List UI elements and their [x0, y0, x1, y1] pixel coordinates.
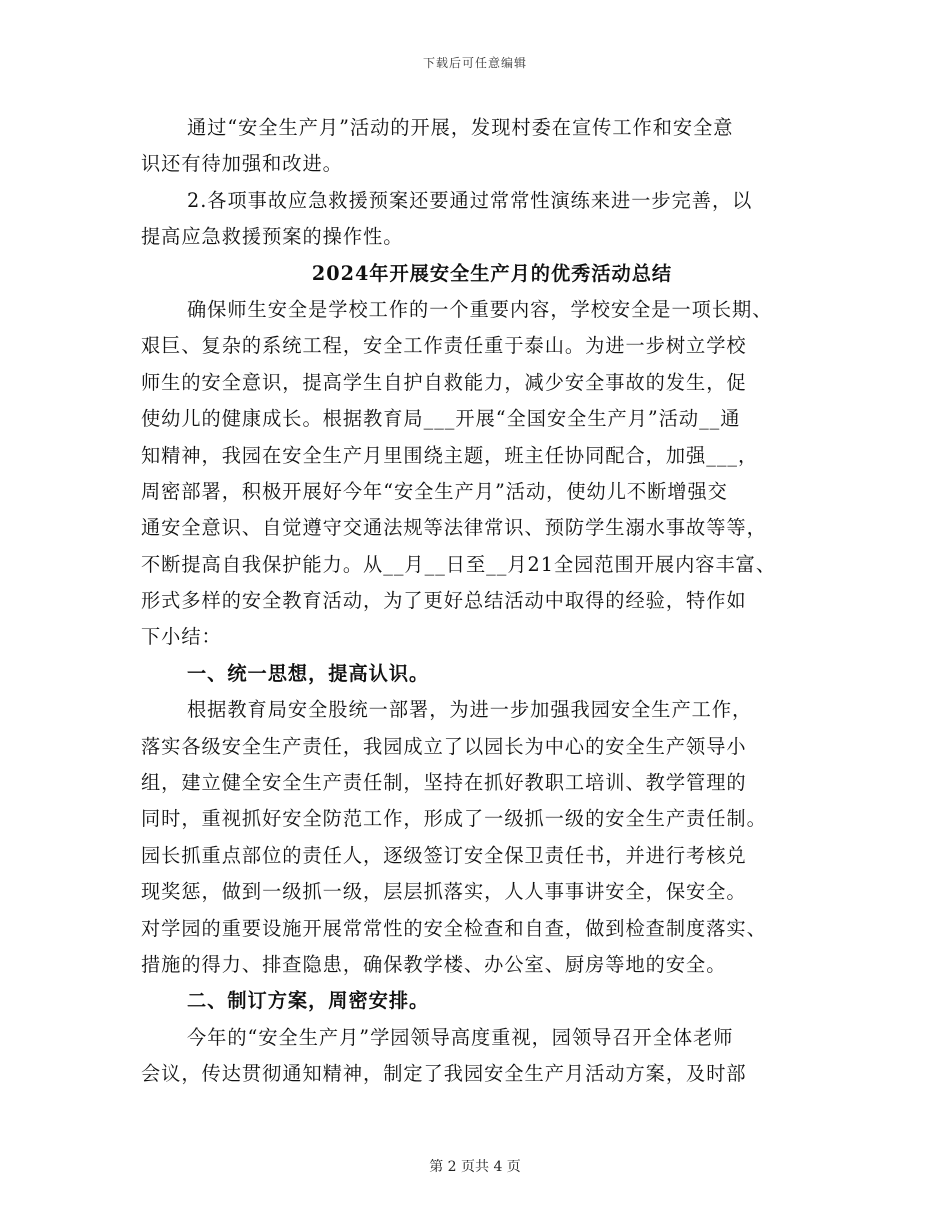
paragraph-line: 形式多样的安全教育活动，为了更好总结活动中取得的经验，特作如 — [141, 589, 747, 613]
paragraph-line: 组，建立健全安全生产责任制，坚持在抓好教职工培训、教学管理的 — [141, 771, 747, 795]
paragraph-line: 知精神，我园在安全生产月里围绕主题，班主任协同配合，加强___， — [141, 443, 759, 467]
paragraph-line: 通过“安全生产月”活动的开展，发现村委在宣传工作和安全意 — [187, 116, 734, 139]
page-footer: 第 2 页共 4 页 — [429, 1159, 521, 1175]
paragraph-line: 艰巨、复杂的系统工程，安全工作责任重于泰山。为进一步树立学校 — [141, 334, 747, 358]
section-heading: 一、统一思想，提高认识。 — [187, 661, 430, 685]
paragraph-line: 师生的安全意识，提高学生自护自救能力，减少安全事故的发生，促 — [141, 370, 747, 394]
paragraph-line: 确保师生安全是学校工作的一个重要内容，学校安全是一项长期、 — [187, 297, 773, 321]
paragraph-line: 现奖惩，做到一级抓一级，层层抓落实，人人事事讲安全，保安全。 — [141, 880, 747, 904]
paragraph-line: 下小结： — [141, 625, 222, 649]
paragraph-line: 2.各项事故应急救援预案还要通过常常性演练来进一步完善，以 — [187, 188, 753, 212]
paragraph-line: 使幼儿的健康成长。根据教育局___开展“全国安全生产月”活动__通 — [141, 407, 741, 431]
paragraph-line: 落实各级安全生产责任，我园成立了以园长为中心的安全生产领导小 — [141, 734, 747, 758]
page-header: 下载后可任意编辑 — [422, 56, 527, 70]
section-heading: 二、制订方案，周密安排。 — [187, 989, 430, 1013]
paragraph-line: 对学园的重要设施开展常常性的安全检查和自查，做到检查制度落实、 — [141, 916, 767, 940]
document-title: 2024年开展安全生产月的优秀活动总结 — [311, 261, 673, 285]
paragraph-line: 根据教育局安全股统一部署，为进一步加强我园安全生产工作， — [187, 698, 753, 722]
document-body — [141, 110, 813, 1093]
paragraph-line: 提高应急救援预案的操作性。 — [141, 225, 404, 249]
paragraph-line: 识还有待加强和改进。 — [141, 152, 343, 176]
paragraph-line: 措施的得力、排查隐患，确保教学楼、办公室、厨房等地的安全。 — [141, 952, 727, 976]
paragraph-line: 今年的“安全生产月”学园领导高度重视，园领导召开全体老师 — [187, 1025, 734, 1049]
paragraph-line: 同时，重视抓好安全防范工作，形成了一级抓一级的安全生产责任制。 — [141, 807, 767, 831]
paragraph-line: 不断提高自我保护能力。从__月__日至__月21全园范围开展内容丰富、 — [141, 552, 777, 576]
paragraph-line: 园长抓重点部位的责任人，逐级签订安全保卫责任书，并进行考核兑 — [141, 843, 747, 867]
paragraph-line: 周密部署，积极开展好今年“安全生产月”活动，使幼儿不断增强交 — [141, 479, 728, 503]
paragraph-line: 会议，传达贯彻通知精神，制定了我园安全生产月活动方案，及时部 — [141, 1062, 747, 1086]
paragraph-line: 通安全意识、自觉遵守交通法规等法律常识、预防学生溺水事故等等， — [141, 516, 767, 540]
